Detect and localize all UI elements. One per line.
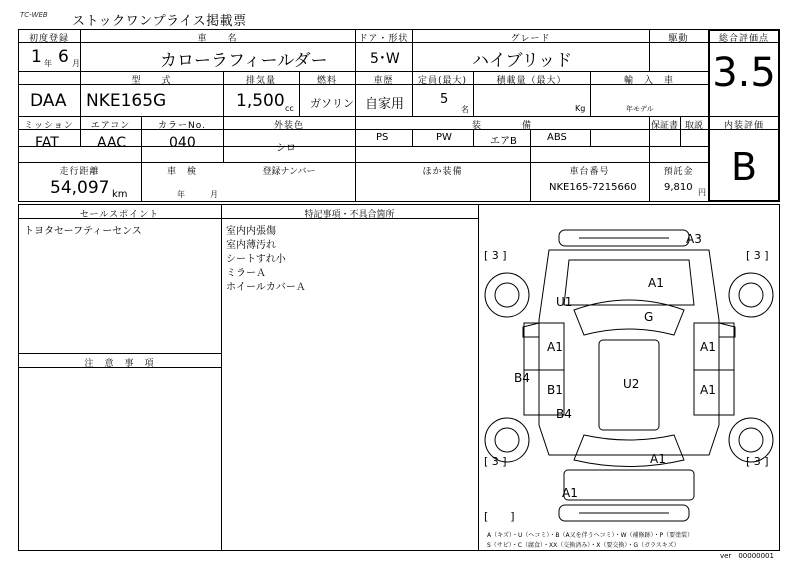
label-plate: 登録ナンバー (262, 167, 316, 177)
label-import: 輸 入 車 (623, 76, 674, 86)
equipment-ps: PS (376, 132, 389, 143)
bracket-bottom-left: [ 3 ] (484, 455, 507, 468)
label-capacity: 定員(最大) (417, 76, 468, 86)
label-aircon: エアコン (90, 121, 131, 131)
equipment-airbag: エアB (490, 136, 517, 147)
interior-score: B (730, 145, 758, 189)
mirror-left (523, 323, 539, 337)
color-no: 040 (169, 135, 196, 151)
inspection-year: 年 (177, 190, 185, 199)
grade: ハイブリッド (472, 51, 573, 71)
label-fuel: 燃料 (316, 76, 337, 86)
wheel-front-left (485, 273, 529, 317)
mileage: 54,097 (50, 178, 110, 198)
note-3: シートすれ小 (226, 254, 286, 265)
note-1: 室内内張傷 (226, 226, 276, 237)
bracket-bottom-right: [ 3 ] (746, 455, 769, 468)
label-inspection: 車 検 (166, 167, 197, 177)
label-sales-point: セールスポイント (79, 210, 160, 220)
label-car-name: 車 名 (197, 34, 238, 44)
legend-line-1: A（キズ）・U（ヘコミ）・B（A又を伴うヘコミ）・W（補修跡）・P（要塗装） (487, 532, 694, 539)
vehicle-history: 自家用 (365, 97, 405, 112)
note-4: ミラーＡ (226, 268, 266, 279)
capacity: 5 (440, 92, 449, 107)
mission: FAT (35, 135, 59, 151)
bracket-top-right: [ 3 ] (746, 249, 769, 262)
car-name: カローラフィールダー (160, 51, 328, 71)
tc-web-logo: TC-WEB (20, 11, 48, 19)
sales-point-text: トヨタセーフティーセンス (24, 226, 142, 237)
label-deposit: 預託金 (663, 167, 694, 177)
rear-window-shape (574, 435, 684, 467)
version-label: ver 00000001 (720, 552, 774, 560)
load-unit: Kg (575, 104, 586, 113)
displacement: 1,500 (236, 91, 285, 111)
wheel-front-right (729, 273, 773, 317)
label-notes: 特記事項・不具合箇所 (304, 210, 395, 220)
label-score: 総合評価点 (718, 34, 769, 44)
inspection-month: 月 (210, 190, 218, 199)
bracket-top-left: [ 3 ] (484, 249, 507, 262)
capacity-unit: 名 (461, 105, 469, 114)
model-prefix: DAA (30, 91, 67, 111)
damage-mark-a3: A3 (686, 232, 702, 246)
trunk-shape (564, 470, 694, 500)
note-5: ホイールカバーＡ (226, 282, 306, 293)
damage-mark-g: G (644, 310, 654, 324)
damage-mark-a1-trunk: A1 (650, 452, 666, 466)
label-grade: グレード (510, 34, 551, 44)
label-mission: ミッション (24, 121, 74, 131)
label-history: 車歴 (373, 76, 394, 86)
label-other-equipment: ほか装備 (422, 167, 463, 177)
label-door: ドア・形状 (358, 34, 409, 44)
page-title: ストックワンプライス掲載票 (72, 14, 247, 29)
import-model-year: 年モデル (626, 105, 654, 113)
door-shape: 5･W (370, 51, 400, 67)
label-exterior: 外装色 (273, 121, 304, 131)
damage-mark-b1: B1 (547, 383, 563, 397)
damage-mark-u2: U2 (623, 377, 640, 391)
first-reg-year-unit: 年 (44, 59, 52, 68)
label-caution: 注 意 事 項 (84, 359, 155, 369)
aircon: AAC (97, 135, 127, 151)
note-2: 室内薄汚れ (226, 240, 276, 251)
first-reg-month: 6 (58, 47, 69, 67)
model-code: NKE165G (86, 91, 167, 111)
damage-mark-a1-hood: A1 (648, 276, 664, 290)
first-reg-year: 1 (31, 47, 42, 67)
legend-line-2: S（サビ）・C（腐食）・XX（交換済み）・X（要交換）・G（ガラスキズ） (487, 542, 680, 549)
damage-mark-u1: U1 (556, 295, 573, 309)
label-chassis: 車台番号 (569, 167, 610, 177)
label-color-no: カラーNo. (158, 121, 206, 131)
label-mileage: 走行距離 (59, 167, 100, 177)
deposit-unit: 円 (698, 188, 706, 197)
label-displacement: 排気量 (245, 76, 276, 86)
damage-mark-b4-left: B4 (514, 371, 530, 385)
label-manual: 取説 (684, 121, 703, 131)
displacement-unit: cc (285, 104, 294, 113)
overall-score: 3.5 (712, 50, 776, 96)
body-outline-shape (539, 250, 719, 455)
equipment-abs: ABS (547, 132, 567, 143)
exterior-color: シロ (276, 143, 296, 154)
damage-mark-a1-right-rear: A1 (700, 383, 716, 397)
deposit: 9,810 (664, 182, 693, 193)
damage-mark-a1-left-front: A1 (547, 340, 563, 354)
label-drive: 駆動 (668, 34, 689, 44)
label-equipment: 装 備 (471, 121, 532, 131)
equipment-pw: PW (436, 132, 452, 143)
label-warranty: 保証書 (650, 121, 678, 131)
bracket-bottom: [ ] (484, 510, 515, 523)
damage-mark-a1-right-front: A1 (700, 340, 716, 354)
damage-mark-b4-rear: B4 (556, 407, 572, 421)
first-reg-month-unit: 月 (72, 59, 80, 68)
label-load: 積載量（最大） (496, 76, 567, 86)
hood-shape (564, 260, 694, 305)
fuel: ガソリン (310, 97, 354, 110)
label-model: 型 式 (131, 76, 172, 86)
mirror-right (719, 323, 735, 337)
label-first-reg: 初度登録 (28, 34, 69, 44)
chassis-number: NKE165-7215660 (549, 182, 637, 193)
label-interior-score: 内装評価 (723, 121, 764, 131)
damage-mark-a1-bumper: A1 (562, 486, 578, 500)
mileage-unit: km (112, 189, 128, 200)
